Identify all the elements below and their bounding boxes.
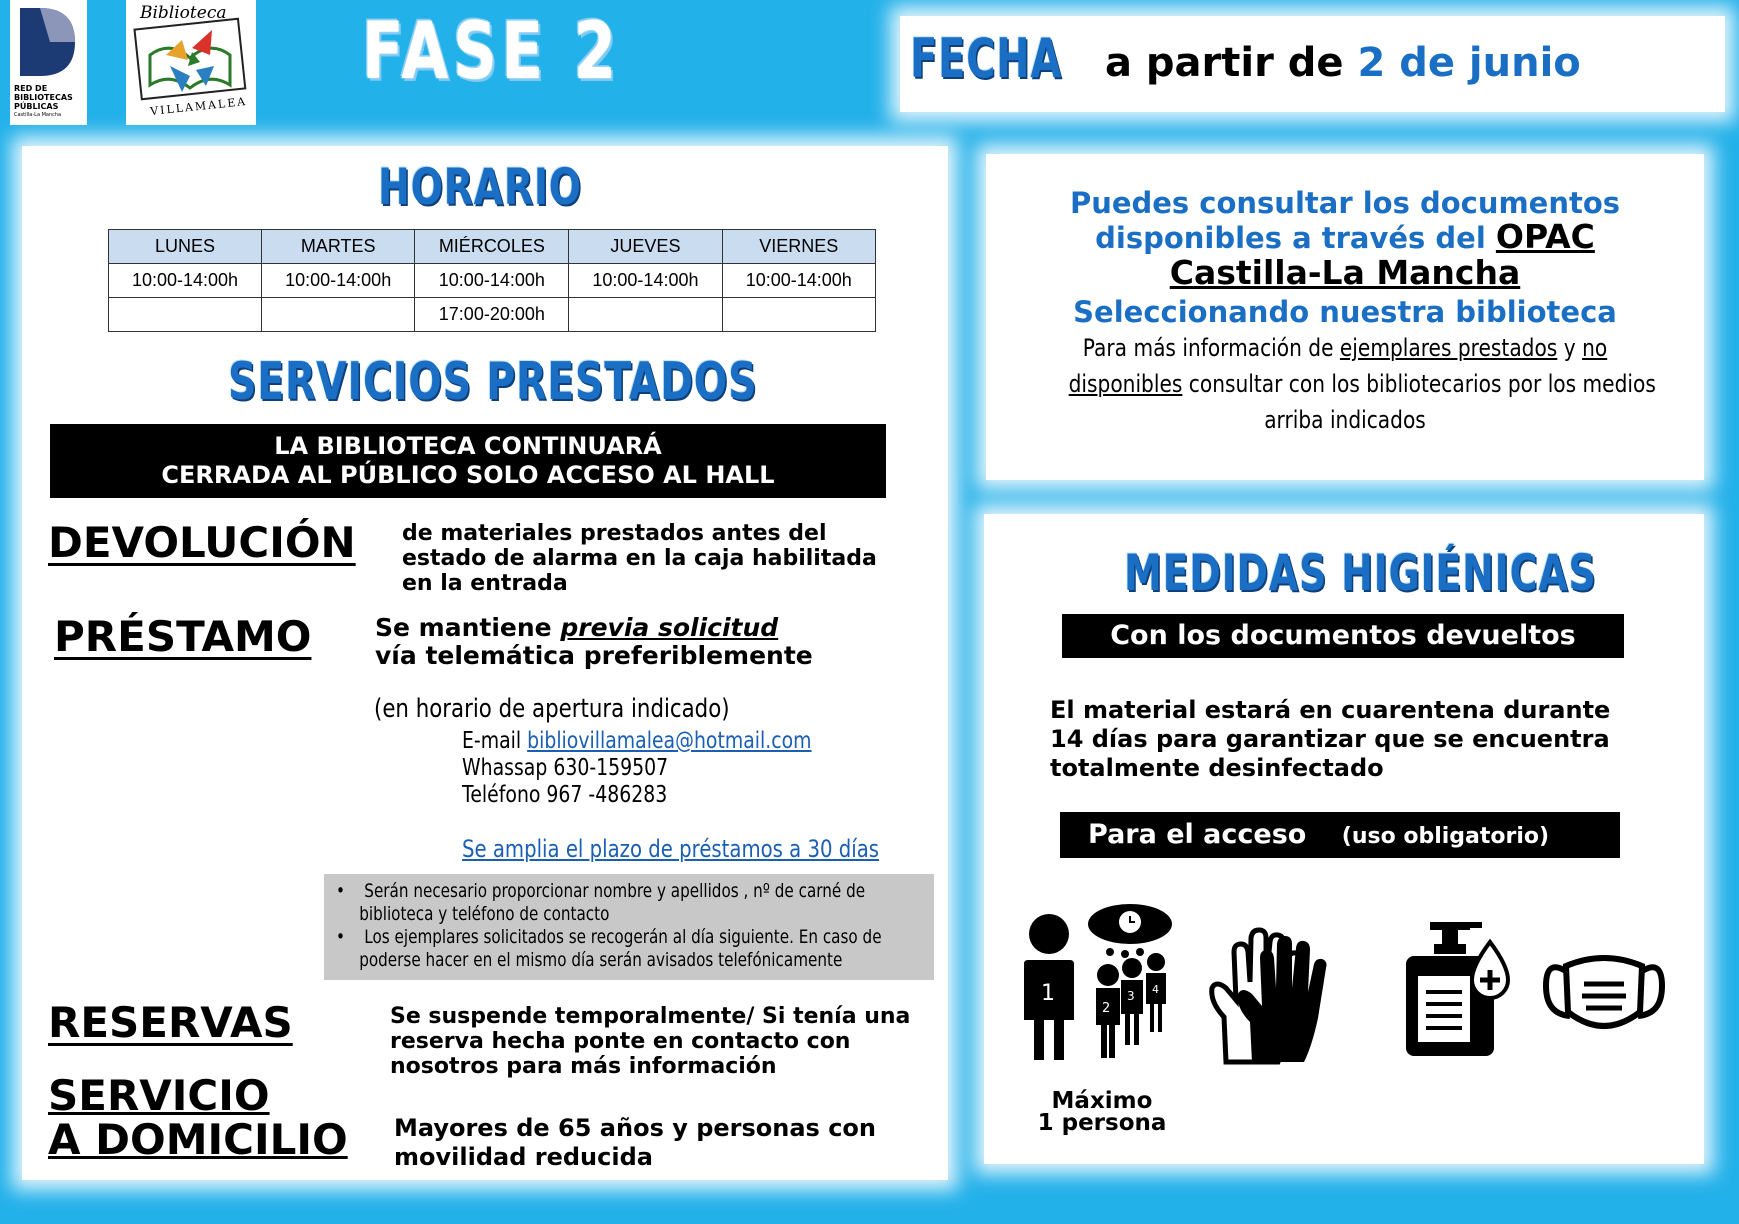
email-label: E-mail [462,728,522,754]
devolucion-heading: DEVOLUCIÓN [48,518,356,567]
red-bibliotecas-logo-icon [10,0,87,80]
text-line: en la entrada [402,571,568,596]
telefono-line: Teléfono 967 -486283 [462,782,668,808]
opac-info-line3: arriba indicados [1264,406,1426,434]
text-line: El material estará en cuarentena durante [1050,696,1611,724]
conditions-list [336,880,882,972]
fecha-pre: a partir de [1105,40,1344,86]
plazo-link: Se amplia el plazo de préstamos a 30 días [462,835,880,863]
horario-row-afternoon [109,298,876,332]
contact-block [462,728,812,809]
gloves-icon [1206,922,1336,1067]
text-line: movilidad reducida [394,1143,653,1171]
opac-line2-pre: disponibles a través del [1095,221,1486,255]
table-cell: 10:00-14:00h [262,264,415,298]
text-span: no [1582,334,1608,362]
bullet-text: Los ejemplares solicitados se recogerán al día siguiente. En caso de [364,926,882,948]
domicilio-text [394,1114,876,1172]
maximo-label [1020,1090,1184,1134]
text-line: 14 días para garantizar que se encuentra [1050,725,1610,753]
opac-link[interactable]: OPAC [1495,217,1595,256]
max-one-person-icon [1020,900,1180,1065]
domicilio-heading [48,1071,348,1164]
table-cell [569,298,722,332]
domicilio-line2: A DOMICILIO [48,1115,348,1164]
opac-line4: Seleccionando nuestra biblioteca [1073,295,1617,329]
medidas-title: MEDIDAS HIGIÉNICAS [1124,544,1597,602]
acceso-bar [1060,812,1620,858]
list-item [336,903,882,926]
text-span: ejemplares prestados [1339,334,1558,362]
servicios-title: SERVICIOS PRESTADOS [228,352,758,412]
day-lunes: LUNES [109,230,262,264]
day-martes: MARTES [262,230,415,264]
text-span: disponibles [1068,370,1183,398]
day-miercoles: MIÉRCOLES [415,230,569,264]
list-item: • Serán necesario proporcionar nombre y apellidos , nº de carné de [336,880,866,902]
opac-info-line1 [1069,330,1622,366]
red-bibliotecas-text: RED DE BIBLIOTECAS PÚBLICAS [14,84,73,111]
opac-block [986,186,1704,329]
table-cell [722,298,875,332]
hand-sanitizer-icon [1400,918,1525,1058]
acceso-label: Para el acceso [1088,819,1307,850]
opac-castilla-link[interactable]: Castilla-La Mancha [1169,253,1521,292]
cuarentena-text [1050,696,1610,783]
text-line: totalmente desinfectado [1050,754,1384,782]
opac-line1: Puedes consultar los documentos [1069,186,1621,220]
domicilio-line1: SERVICIO [48,1071,270,1120]
red-bibliotecas-logo [10,0,87,125]
svg-text:2: 2 [1102,1001,1111,1016]
biblioteca-logo-top: Biblioteca [140,3,227,23]
text-line: estado de alarma en la caja habilitada [402,546,877,571]
table-cell [262,298,415,332]
text-span: y [1563,334,1576,362]
biblioteca-logo-bottom: VILLAMALEA [149,94,248,119]
fecha-panel [900,16,1725,112]
table-cell: 10:00-14:00h [109,264,262,298]
closed-banner [50,424,886,498]
face-mask-icon [1540,946,1668,1042]
list-item: • Los ejemplares solicitados se recogerán al día siguiente. En caso de [336,926,882,948]
opac-line2 [986,217,1704,256]
fase-title: FASE 2 [362,7,621,97]
bullet-text: biblioteca y teléfono de contacto [359,903,610,925]
text-line: de materiales prestados antes del [402,521,827,546]
table-cell: 10:00-14:00h [415,264,569,298]
prestamo-line1 [375,614,813,642]
fecha-date: 2 de junio [1357,40,1581,86]
horario-table [108,229,876,332]
biblioteca-villamalea-logo [126,0,256,125]
svg-text:3: 3 [1127,989,1135,1003]
email-line [462,728,812,755]
fecha-label: FECHA [910,27,1062,90]
prestamo-heading: PRÉSTAMO [54,612,312,661]
email-link[interactable]: bibliovillamalea@hotmail.com [527,728,812,754]
horario-note: (en horario de apertura indicado) [374,694,730,724]
opac-info-line2 [1068,366,1656,402]
text-line: nosotros para más información [390,1054,777,1079]
uso-obligatorio-label: (uso obligatorio) [1341,824,1550,849]
devolucion-text [402,521,877,596]
prestamo-text [375,614,813,670]
text-line: reserva hecha ponte en contacto con [390,1029,851,1054]
text-line: Se suspende temporalmente/ Si tenía una [390,1004,911,1029]
whatsapp-line: Whassap 630-159507 [462,755,669,781]
maximo-line2: 1 persona [1037,1110,1167,1136]
bullet-text: poderse hacer en el mismo día serán avisados telefónicamente [359,949,843,971]
closed-banner-line1: LA BIBLIOTECA CONTINUARÁ [274,432,662,460]
horario-row-morning [109,264,876,298]
text-span: Para más información de [1082,334,1334,362]
opac-info [1016,330,1674,438]
horario-header-row [109,230,876,264]
red-bibliotecas-sub: Castilla-La Mancha [14,112,62,118]
reservas-text [390,1004,910,1079]
prestamo-em: previa solicitud [560,613,779,642]
prestamo-pre: Se mantiene [375,613,552,642]
fecha-text [1105,40,1581,86]
maximo-line1: Máximo [1051,1088,1153,1114]
bullet-text: Serán necesario proporcionar nombre y apellidos , nº de carné de [364,880,866,902]
day-viernes: VIERNES [722,230,875,264]
text-span: consultar con los bibliotecarios por los medios [1188,370,1656,398]
horario-title: HORARIO [378,158,582,216]
closed-banner-line2: CERRADA AL PÚBLICO SOLO ACCESO AL HALL [161,461,775,489]
table-cell: 10:00-14:00h [569,264,722,298]
list-item [336,949,882,972]
svg-text:1: 1 [1041,981,1055,1006]
svg-text:4: 4 [1152,983,1159,996]
day-jueves: JUEVES [569,230,722,264]
prestamo-line2: vía telemática preferiblemente [375,641,813,670]
table-cell [109,298,262,332]
documentos-bar: Con los documentos devueltos [1062,614,1624,658]
text-line: Mayores de 65 años y personas con [394,1114,876,1142]
table-cell: 10:00-14:00h [722,264,875,298]
reservas-heading: RESERVAS [48,998,293,1047]
table-cell: 17:00-20:00h [415,298,569,332]
